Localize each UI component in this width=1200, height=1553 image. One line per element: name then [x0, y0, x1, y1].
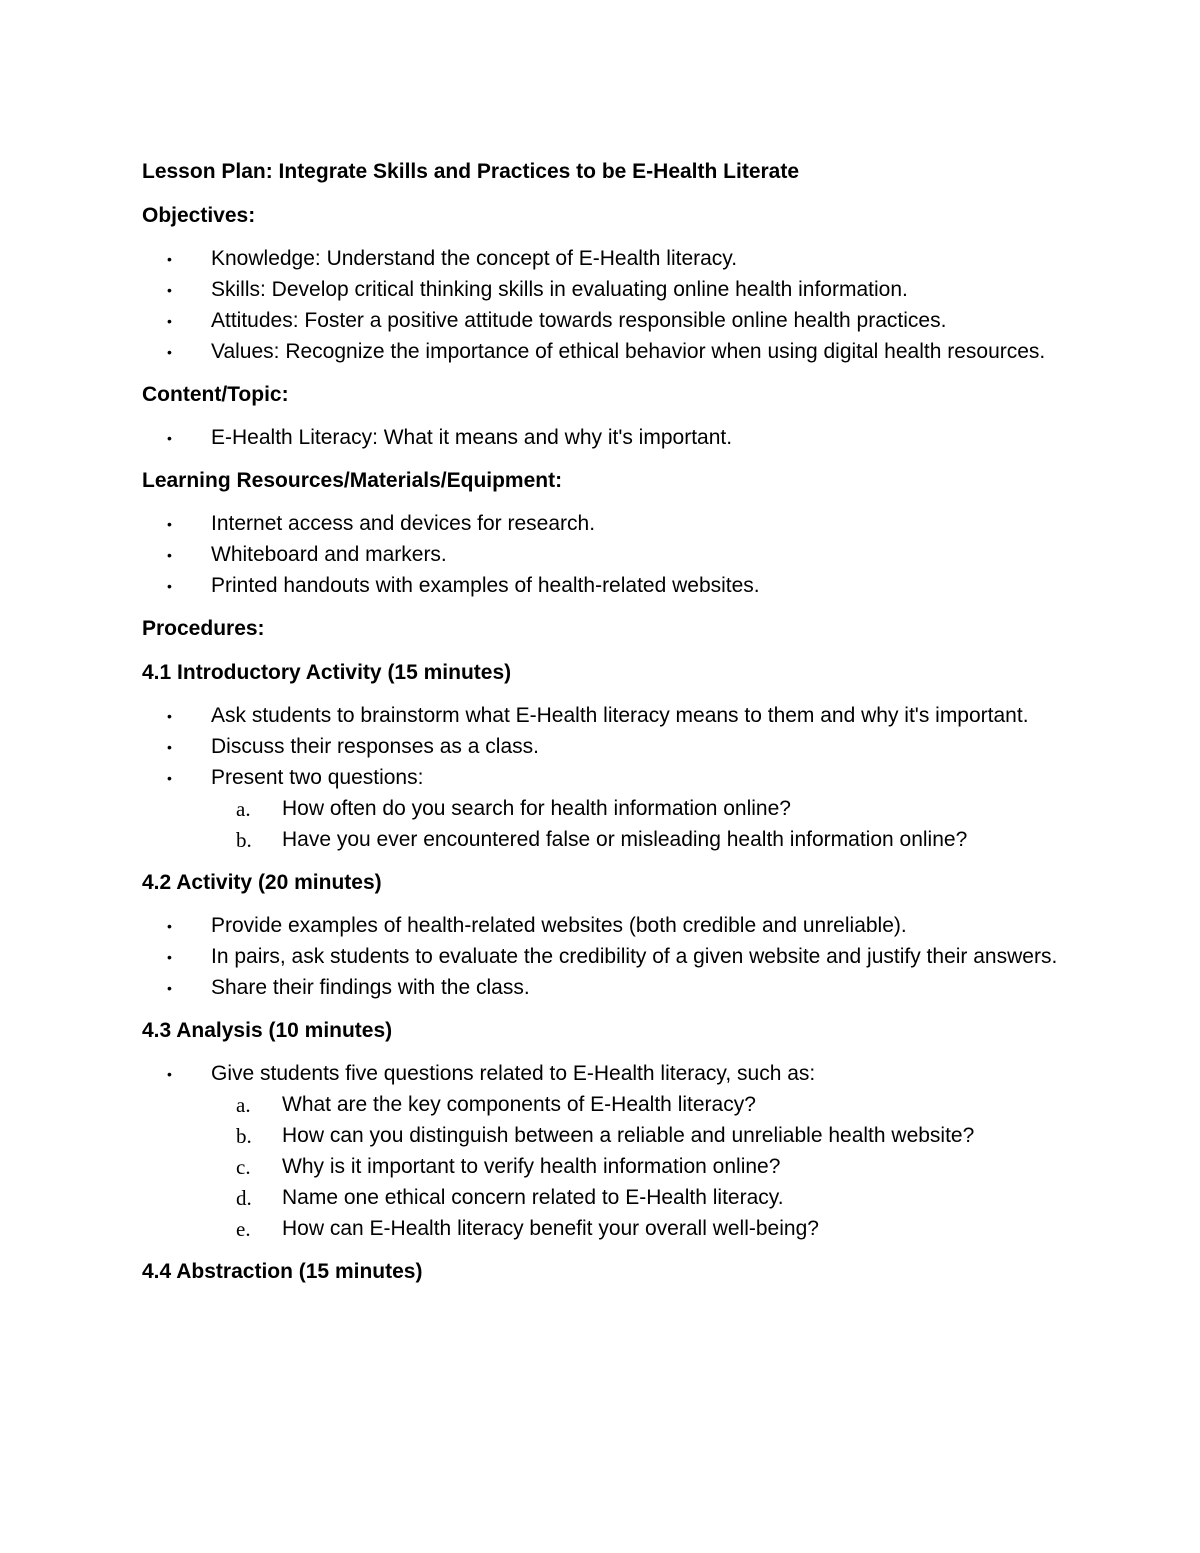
- list-item: • Values: Recognize the importance of ethical behavior when using digital health resources.: [167, 340, 1046, 363]
- letter-marker: d.: [236, 1186, 252, 1210]
- objectives-list: [142, 246, 1082, 365]
- letter-marker: b.: [236, 1124, 252, 1148]
- document-page: [142, 158, 1082, 1302]
- bullet-icon: •: [167, 1066, 172, 1082]
- bullet-icon: •: [167, 516, 172, 532]
- list-item: a. How often do you search for health information online?: [236, 797, 791, 821]
- activity-heading: 4.2 Activity (20 minutes): [142, 871, 382, 894]
- bullet-icon: •: [167, 578, 172, 594]
- list-item: • Ask students to brainstorm what E-Health literacy means to them and why it's important.: [167, 704, 1029, 727]
- bullet-icon: •: [167, 313, 172, 329]
- list-item: • Share their findings with the class.: [167, 976, 530, 999]
- list-item: b. How can you distinguish between a reliable and unreliable health website?: [236, 1124, 975, 1148]
- bullet-icon: •: [167, 918, 172, 934]
- letter-marker: c.: [236, 1155, 251, 1179]
- list-item: • Skills: Develop critical thinking skills in evaluating online health information.: [167, 278, 908, 301]
- bullet-icon: •: [167, 980, 172, 996]
- bullet-icon: •: [167, 251, 172, 267]
- list-item: c. Why is it important to verify health information online?: [236, 1155, 781, 1179]
- list-item: • Provide examples of health-related websites (both credible and unreliable).: [167, 914, 907, 937]
- activity-list: [142, 913, 1082, 1001]
- bullet-icon: •: [167, 739, 172, 755]
- list-item: e. How can E-Health literacy benefit your overall well-being?: [236, 1217, 819, 1241]
- bullet-icon: •: [167, 282, 172, 298]
- list-item: • Discuss their responses as a class.: [167, 735, 539, 758]
- letter-marker: e.: [236, 1217, 251, 1241]
- content-heading: Content/Topic:: [142, 383, 289, 406]
- document-title: Lesson Plan: Integrate Skills and Practices to be E-Health Literate: [142, 160, 800, 183]
- objectives-heading: Objectives:: [142, 204, 256, 227]
- list-item: • Present two questions: a. How often do you search for health information online? b. Have you ever encountered false or misleading health information online?: [142, 765, 1082, 853]
- resources-list: [142, 511, 1082, 599]
- bullet-icon: •: [167, 770, 172, 786]
- analysis-heading: 4.3 Analysis (10 minutes): [142, 1019, 393, 1042]
- list-item: a. What are the key components of E-Health literacy?: [236, 1093, 756, 1117]
- list-item: • Whiteboard and markers.: [167, 543, 447, 566]
- intro-activity-heading: 4.1 Introductory Activity (15 minutes): [142, 661, 512, 684]
- list-item: • Attitudes: Foster a positive attitude towards responsible online health practices.: [167, 309, 947, 332]
- letter-marker: a.: [236, 797, 251, 821]
- list-item: • Printed handouts with examples of health-related websites.: [167, 574, 760, 597]
- bullet-icon: •: [167, 708, 172, 724]
- bullet-icon: •: [167, 430, 172, 446]
- list-item: d. Name one ethical concern related to E-Health literacy.: [236, 1186, 784, 1210]
- list-item: • In pairs, ask students to evaluate the credibility of a given website and justify their answers.: [167, 945, 1058, 968]
- intro-activity-list: [142, 703, 1082, 853]
- bullet-icon: •: [167, 344, 172, 360]
- bullet-icon: •: [167, 949, 172, 965]
- list-item: • Knowledge: Understand the concept of E-Health literacy.: [167, 247, 738, 270]
- letter-marker: a.: [236, 1093, 251, 1117]
- list-item: • Internet access and devices for research.: [167, 512, 596, 535]
- list-item: • E-Health Literacy: What it means and why it's important.: [167, 426, 733, 449]
- list-item: b. Have you ever encountered false or misleading health information online?: [236, 828, 968, 852]
- analysis-questions-list: [211, 1092, 1082, 1242]
- resources-heading: Learning Resources/Materials/Equipment:: [142, 469, 563, 492]
- intro-questions-list: [211, 796, 1082, 853]
- bullet-icon: •: [167, 547, 172, 563]
- list-item: • Give students five questions related to E-Health literacy, such as: a. What are the key components of E-Health literacy? b. How can you distinguish between a reliable and unreliable health website? c. Why is it important to verify health information online? d. Name one ethical concern related to E-Health literacy. e. How can E-Health literacy benefit your overall well-being?: [142, 1061, 1082, 1242]
- procedures-heading: Procedures:: [142, 617, 265, 640]
- letter-marker: b.: [236, 828, 252, 852]
- analysis-list: [142, 1061, 1082, 1242]
- content-list: [142, 425, 1082, 451]
- abstraction-heading: 4.4 Abstraction (15 minutes): [142, 1260, 423, 1283]
